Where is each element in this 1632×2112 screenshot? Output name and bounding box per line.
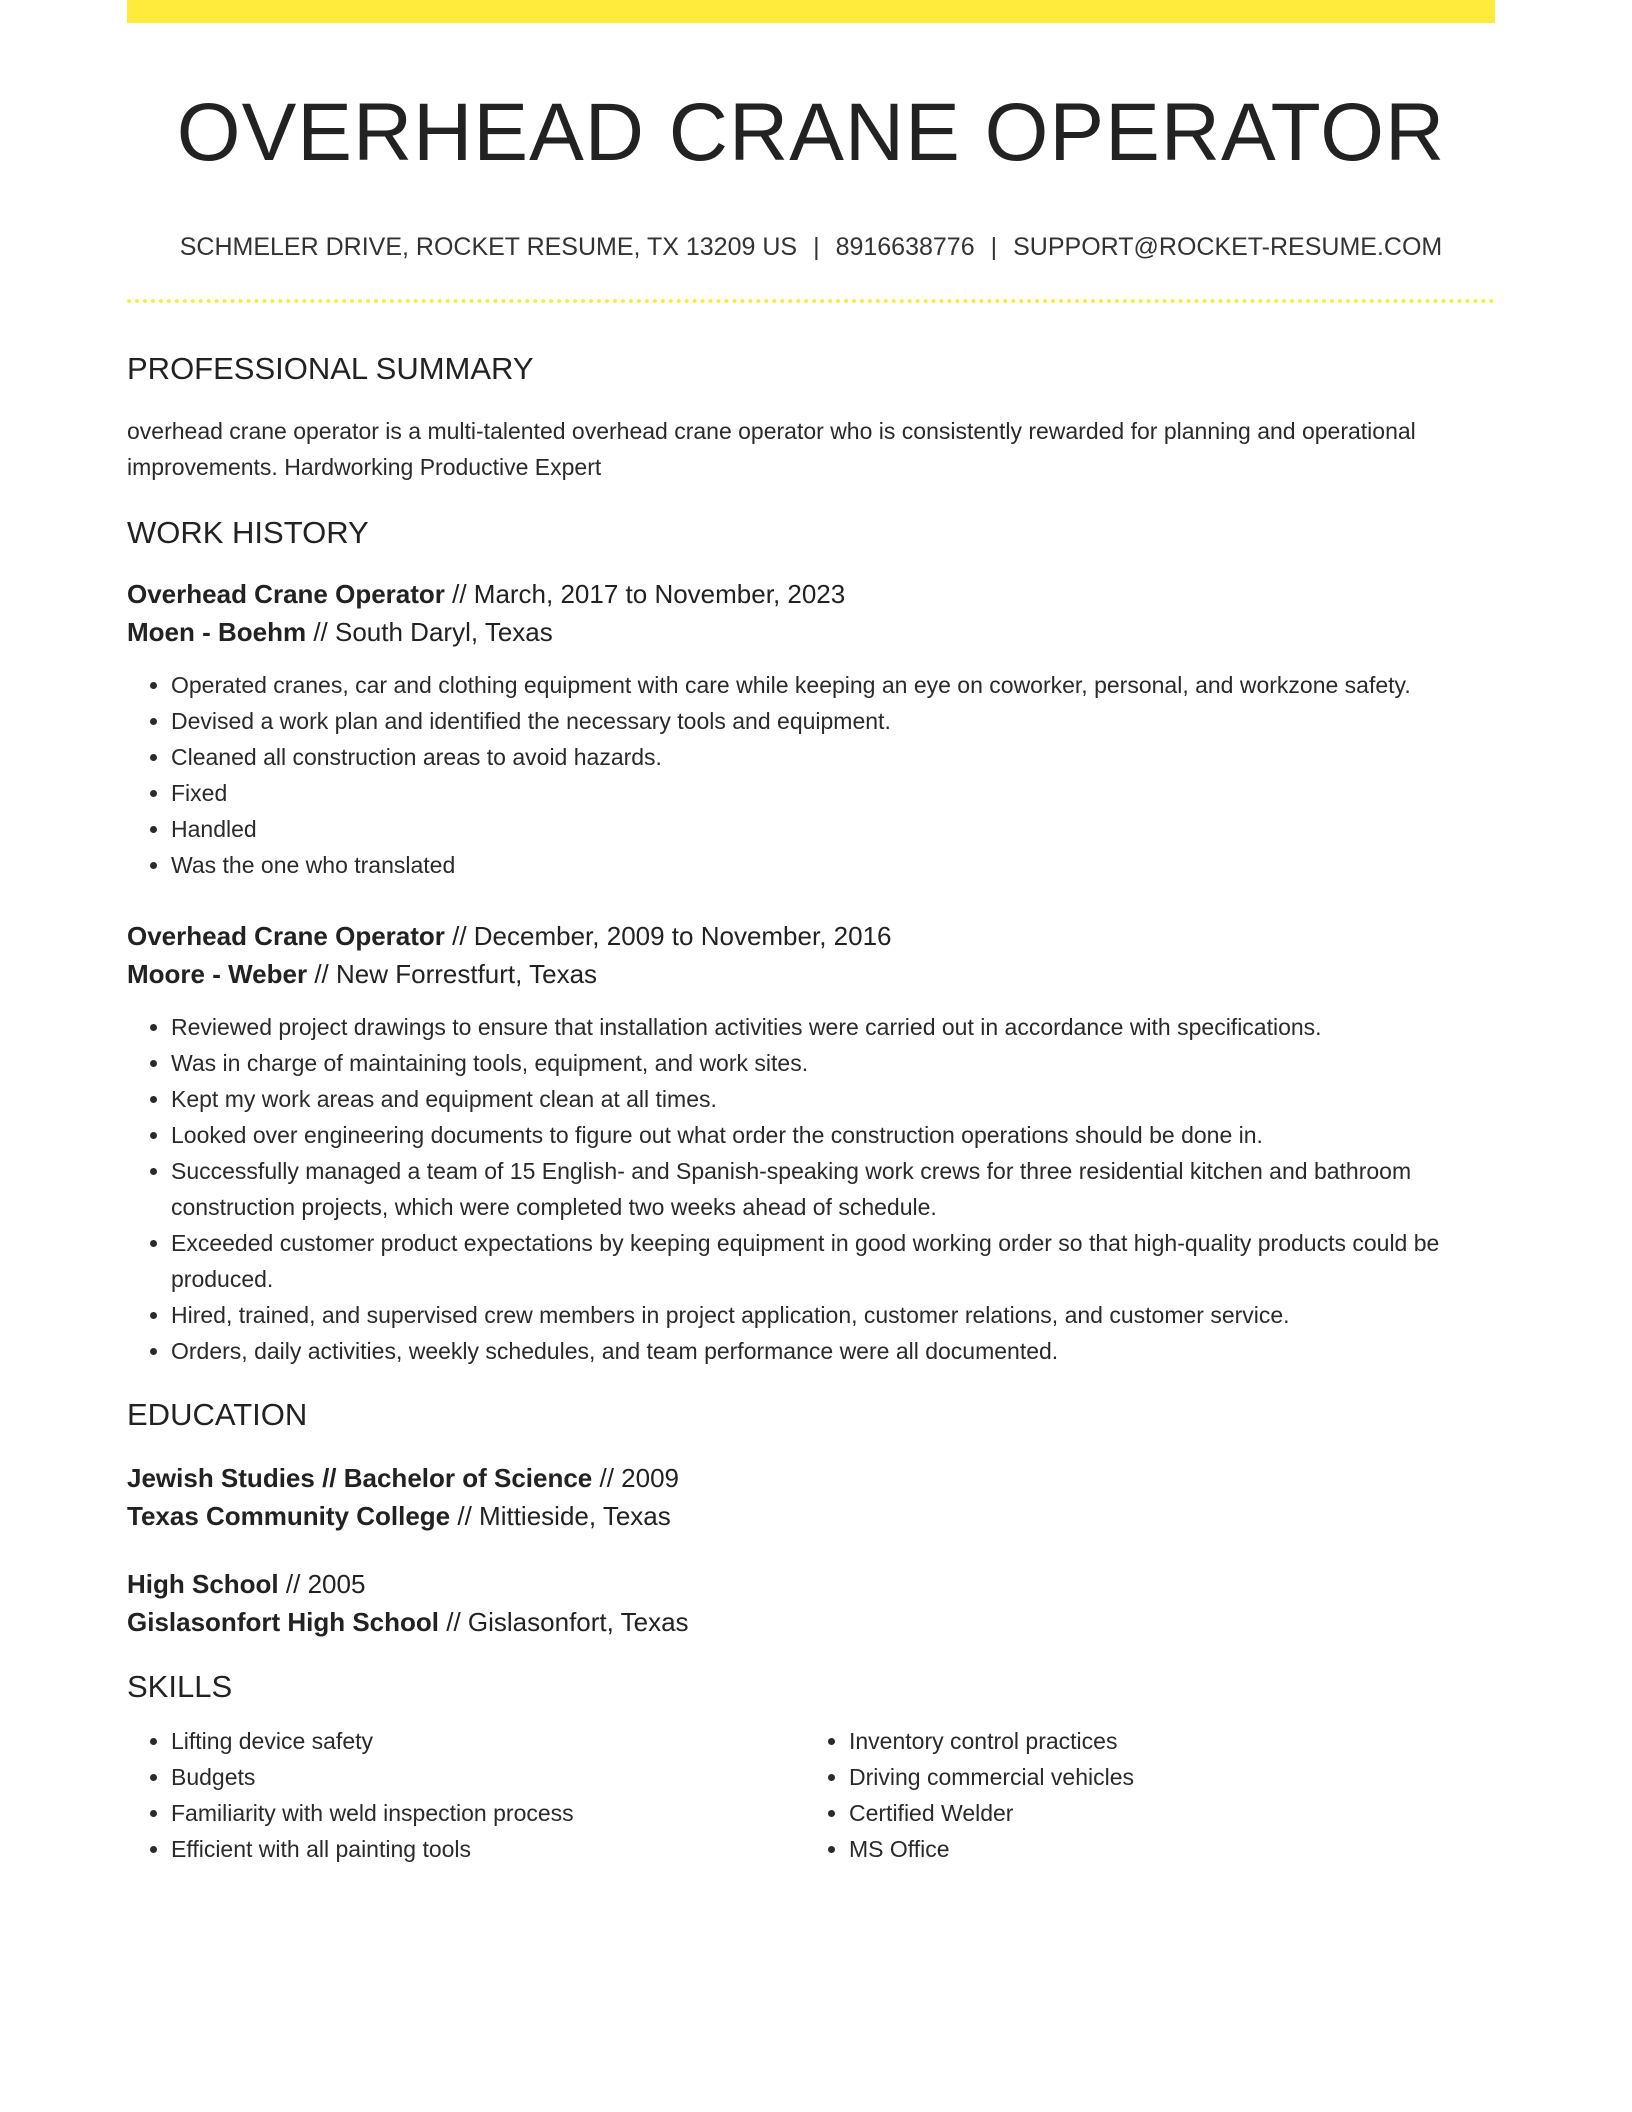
list-item: • Handled bbox=[171, 811, 1495, 847]
education-school: Gislasonfort High School bbox=[127, 1607, 440, 1637]
skill-item: • Certified Welder bbox=[849, 1795, 1479, 1831]
list-item: • Fixed bbox=[171, 775, 1495, 811]
list-item: • Looked over engineering documents to figure out what order the construction operations should be done in. bbox=[171, 1117, 1495, 1153]
skills-list-right bbox=[801, 1723, 1479, 1867]
contact-phone: 8916638776 bbox=[835, 233, 975, 261]
contact-line bbox=[127, 231, 1495, 263]
education-school: Texas Community College bbox=[127, 1501, 451, 1531]
skills-columns bbox=[127, 1723, 1495, 1867]
job-bullets bbox=[127, 667, 1495, 883]
skill-item: • MS Office bbox=[849, 1831, 1479, 1867]
contact-separator: | bbox=[813, 233, 820, 261]
skill-item: • Efficient with all painting tools bbox=[171, 1831, 801, 1867]
skill-item: • Driving commercial vehicles bbox=[849, 1759, 1479, 1795]
education-degree: High School bbox=[127, 1569, 279, 1599]
list-item: • Was the one who translated bbox=[171, 847, 1495, 883]
education-degree-line bbox=[127, 1459, 1495, 1497]
list-item: • Reviewed project drawings to ensure that installation activities were carried out in accordance with specifications. bbox=[171, 1009, 1495, 1045]
job-location: // South Daryl, Texas bbox=[306, 617, 553, 647]
work-history-heading: WORK HISTORY bbox=[127, 515, 369, 550]
list-item: • Exceeded customer product expectations by keeping equipment in good working order so that high-quality products could be produced. bbox=[171, 1225, 1495, 1297]
job-company-line bbox=[127, 955, 1495, 993]
job-company-line bbox=[127, 613, 1495, 651]
contact-address: SCHMELER DRIVE, ROCKET RESUME, TX 13209 US bbox=[179, 233, 798, 261]
job-location: // New Forrestfurt, Texas bbox=[307, 959, 598, 989]
education-location: // Mittieside, Texas bbox=[450, 1501, 671, 1531]
summary-heading: PROFESSIONAL SUMMARY bbox=[127, 351, 534, 386]
list-item: • Cleaned all construction areas to avoid hazards. bbox=[171, 739, 1495, 775]
list-item: • Orders, daily activities, weekly schedules, and team performance were all documented. bbox=[171, 1333, 1495, 1369]
education-degree-line bbox=[127, 1565, 1495, 1603]
list-item: • Hired, trained, and supervised crew members in project application, customer relations, and customer service. bbox=[171, 1297, 1495, 1333]
resume-page bbox=[127, 0, 1495, 1867]
accent-top-bar bbox=[127, 0, 1495, 23]
job-company: Moen - Boehm bbox=[127, 617, 307, 647]
education-degree: Jewish Studies // Bachelor of Science bbox=[127, 1463, 593, 1493]
skills-heading: SKILLS bbox=[127, 1669, 233, 1704]
job-company: Moore - Weber bbox=[127, 959, 308, 989]
list-item: • Was in charge of maintaining tools, equipment, and work sites. bbox=[171, 1045, 1495, 1081]
list-item: • Successfully managed a team of 15 English- and Spanish-speaking work crews for three residential kitchen and bathroom construction projects, which were completed two weeks ahead of schedule. bbox=[171, 1153, 1495, 1225]
contact-email: SUPPORT@ROCKET-RESUME.COM bbox=[1013, 233, 1443, 261]
candidate-name: OVERHEAD CRANE OPERATOR bbox=[176, 87, 1446, 178]
job-title-line bbox=[127, 575, 1495, 613]
list-item: • Devised a work plan and identified the necessary tools and equipment. bbox=[171, 703, 1495, 739]
education-location: // Gislasonfort, Texas bbox=[439, 1607, 689, 1637]
list-item: • Kept my work areas and equipment clean at all times. bbox=[171, 1081, 1495, 1117]
skill-item: • Familiarity with weld inspection process bbox=[171, 1795, 801, 1831]
education-heading: EDUCATION bbox=[127, 1397, 308, 1432]
education-school-line bbox=[127, 1497, 1495, 1535]
skill-item: • Budgets bbox=[171, 1759, 801, 1795]
skill-item: • Lifting device safety bbox=[171, 1723, 801, 1759]
education-year: // 2005 bbox=[278, 1569, 366, 1599]
job-dates: // March, 2017 to November, 2023 bbox=[444, 579, 846, 609]
contact-separator: | bbox=[990, 233, 998, 261]
job-bullets bbox=[127, 1009, 1495, 1369]
skills-list-left bbox=[127, 1723, 801, 1867]
job-role: Overhead Crane Operator bbox=[127, 579, 445, 609]
job-title-line bbox=[127, 917, 1495, 955]
summary-text: overhead crane operator is a multi-talented overhead crane operator who is consistently rewarded for planning and operational improvements. Hardworking Productive Expert bbox=[127, 418, 1416, 480]
education-year: // 2009 bbox=[592, 1463, 680, 1493]
job-dates: // December, 2009 to November, 2016 bbox=[444, 921, 892, 951]
education-school-line bbox=[127, 1603, 1495, 1641]
skill-item: • Inventory control practices bbox=[849, 1723, 1479, 1759]
dotted-divider bbox=[127, 299, 1495, 303]
list-item: • Operated cranes, car and clothing equipment with care while keeping an eye on coworker, personal, and workzone safety. bbox=[171, 667, 1495, 703]
job-role: Overhead Crane Operator bbox=[127, 921, 445, 951]
